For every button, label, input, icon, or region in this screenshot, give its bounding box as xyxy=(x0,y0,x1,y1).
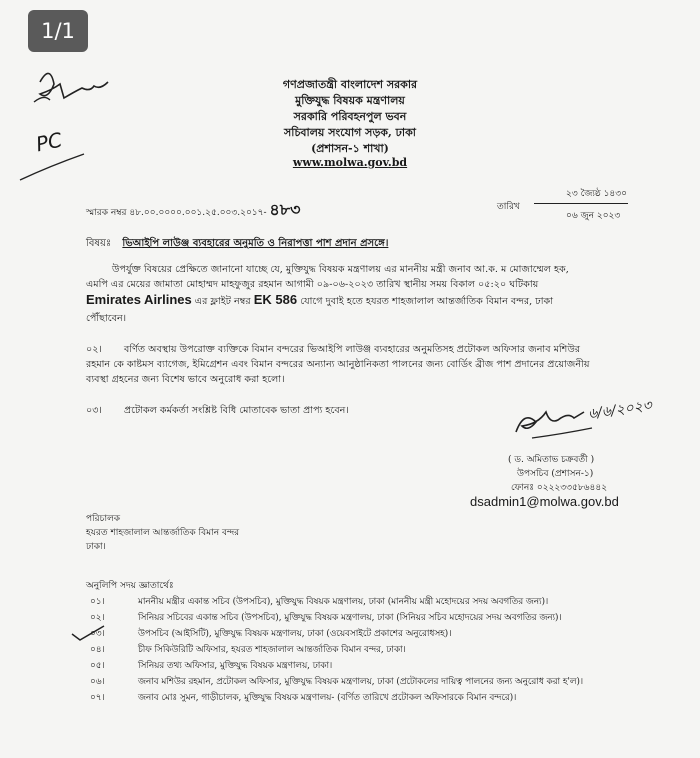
letterhead-line-2: মুক্তিযুদ্ধ বিষয়ক মন্ত্রণালয় xyxy=(295,94,405,107)
flight-number: EK 586 xyxy=(253,292,298,307)
para2-line2: রহমান কে কাষ্টমস ব্যাগেজ, ইমিগ্রেশন এবং বিমান বন্দরের অন্যান্য আনুষ্ঠানিকতা পালনের জন্য বোর্ডিং ব্রীজ পাশ প্রদানের প্রয়োজনীয় xyxy=(86,359,590,370)
recipient-line1: হযরত শাহজালাল আন্তর্জাতিক বিমান বন্দর xyxy=(86,528,240,538)
handwritten-signature-date: ৬/৬/২০২৩ xyxy=(587,397,653,423)
date-english: ০৬ জুন ২০২৩ xyxy=(566,211,621,221)
memo-number: স্মারক নম্বর ৪৮.০০.০০০০.০০১.২৫.০০৩.২০১৭- ৪৮৩ xyxy=(86,200,301,219)
para3-number: ০৩। xyxy=(86,405,102,416)
subject-label: বিষয়ঃ xyxy=(86,238,112,249)
subject-text: ভিআইপি লাউঞ্জ ব্যবহারের অনুমতি ও নিরাপত্তা পাশ প্রদান প্রসঙ্গে। xyxy=(122,238,389,249)
handwritten-pc-note: PC xyxy=(33,127,65,157)
letterhead-line-1: গণপ্রজাতন্ত্রী বাংলাদেশ সরকার xyxy=(282,78,418,91)
date-divider xyxy=(534,203,628,204)
para2-line1: বর্ণিত অবস্থায় উপরোক্ত ব্যক্তিকে বিমান বন্দরের ভিআইপি লাউঞ্জ ব্যবহারের অনুমতিসহ প্রটোকল অফিসার জনাব মশিউর xyxy=(124,344,581,355)
page-indicator[interactable]: 1/1 xyxy=(28,10,88,52)
handwritten-tick-mark xyxy=(70,624,110,644)
date-bangla: ২৩ জ্যৈষ্ঠ ১৪৩০ xyxy=(566,189,627,199)
para1-line1: উপর্যুক্ত বিষয়ের প্রেক্ষিতে জানানো যাচ্ছে যে, মুক্তিযুদ্ধ বিষয়ক মন্ত্রণালয় এর মাননীয় মন্ত্রী জনাব আ.ক. ম মোজাম্মেল হক, xyxy=(112,264,569,275)
signatory-phone: ফোনঃ ০২২২৩৩৫৮৬৪৪২ xyxy=(511,483,608,493)
website-link[interactable]: www.molwa.gov.bd xyxy=(292,156,408,169)
copy-item: ০৬। জনাব মশিউর রহমান, প্রটোকল অফিসার, মুক্তিযুদ্ধ বিষয়ক মন্ত্রণালয়, ঢাকা (প্রটোকলের দায়িত্ব পালনের জন্য অনুরোধ করা হ'ল)। xyxy=(90,677,584,687)
signatory-email[interactable]: dsadmin1@molwa.gov.bd xyxy=(470,494,619,509)
handwritten-memo-suffix: ৪৮৩ xyxy=(269,200,301,219)
recipient-line2: ঢাকা। xyxy=(86,542,106,552)
para3-text: প্রটোকল কর্মকর্তা সংশ্লিষ্ট বিধি মোতাবেক ভাতা প্রাপ্য হবেন। xyxy=(124,405,349,416)
para1-line2: এমপি এর মেয়ের জামাতা মোহাম্মদ মাহফুজুর রহমান আগামী ০৯-০৬-২০২৩ তারিখ স্থানীয় সময় বিকাল ০৫:২০ ঘটিকায় xyxy=(86,279,539,290)
copy-item: ০৪। চীফ সিকিউরিটি অফিসার, হযরত শাহজালাল আন্তর্জাতিক বিমান বন্দর, ঢাকা। xyxy=(90,645,406,655)
date-label: তারিখ xyxy=(497,202,520,212)
para1-line3: Emirates Airlines এর ফ্লাইট নম্বর EK 586 যোগে দুবাই হতে হযরত শাহজালাল আন্তর্জাতিক বিমান বন্দর, ঢাকা xyxy=(86,292,553,307)
copy-item: ০৩। উপসচিব (আইসিটি), মুক্তিযুদ্ধ বিষয়ক মন্ত্রণালয়, ঢাকা (ওয়েবসাইটে প্রকাশের অনুরোধসহ)। xyxy=(90,629,452,639)
letterhead-line-5: (প্রশাসন-১ শাখা) xyxy=(311,142,389,155)
para2-line3: ব্যবস্থা গ্রহনের জন্য বিশেষ ভাবে অনুরোধ করা হলো। xyxy=(86,374,285,385)
recipient-title: পরিচালক xyxy=(86,514,121,524)
signatory-designation: উপসচিব (প্রশাসন-১) xyxy=(517,469,594,479)
subject-line xyxy=(86,236,388,253)
copy-item: ০১। মাননীয় মন্ত্রীর একান্ত সচিব (উপসচিব), মুক্তিযুদ্ধ বিষয়ক মন্ত্রণালয়, ঢাকা (মাননীয় মন্ত্রী মহোদয়ের সদয় অবগতির জন্য)। xyxy=(90,597,549,607)
para1-line4: পৌঁছাবেন। xyxy=(86,313,127,324)
copy-item: ০৫। সিনিয়র তথ্য অফিসার, মুক্তিযুদ্ধ বিষয়ক মন্ত্রণালয়, ঢাকা। xyxy=(90,661,333,671)
letterhead-line-3: সরকারি পরিবহনপুল ভবন xyxy=(293,110,407,123)
copy-item: ০২। সিনিয়র সচিবের একান্ত সচিব (উপসচিব), মুক্তিযুদ্ধ বিষয়ক মন্ত্রণালয়, ঢাকা (সিনিয়র সচিব মহোদয়ের সদয় অবগতির জন্য)। xyxy=(90,613,562,623)
copies-heading: অনুলিপি সদয় জ্ঞাতার্থেঃ xyxy=(86,581,174,591)
letterhead-line-4: সচিবালয় সংযোগ সড়ক, ঢাকা xyxy=(284,126,416,139)
signatory-name: ( ড. অমিতাভ চক্রবর্তী ) xyxy=(508,455,595,465)
copy-item: ০৭। জনাব মোঃ সুমন, গাড়ীচালক, মুক্তিযুদ্ধ বিষয়ক মন্ত্রণালয়- (বর্ণিত তারিখে প্রটোকল অফিসারকে বিমান বন্দরে)। xyxy=(90,693,517,703)
para2-number: ০২। xyxy=(86,344,102,355)
airline-name: Emirates Airlines xyxy=(86,292,192,307)
